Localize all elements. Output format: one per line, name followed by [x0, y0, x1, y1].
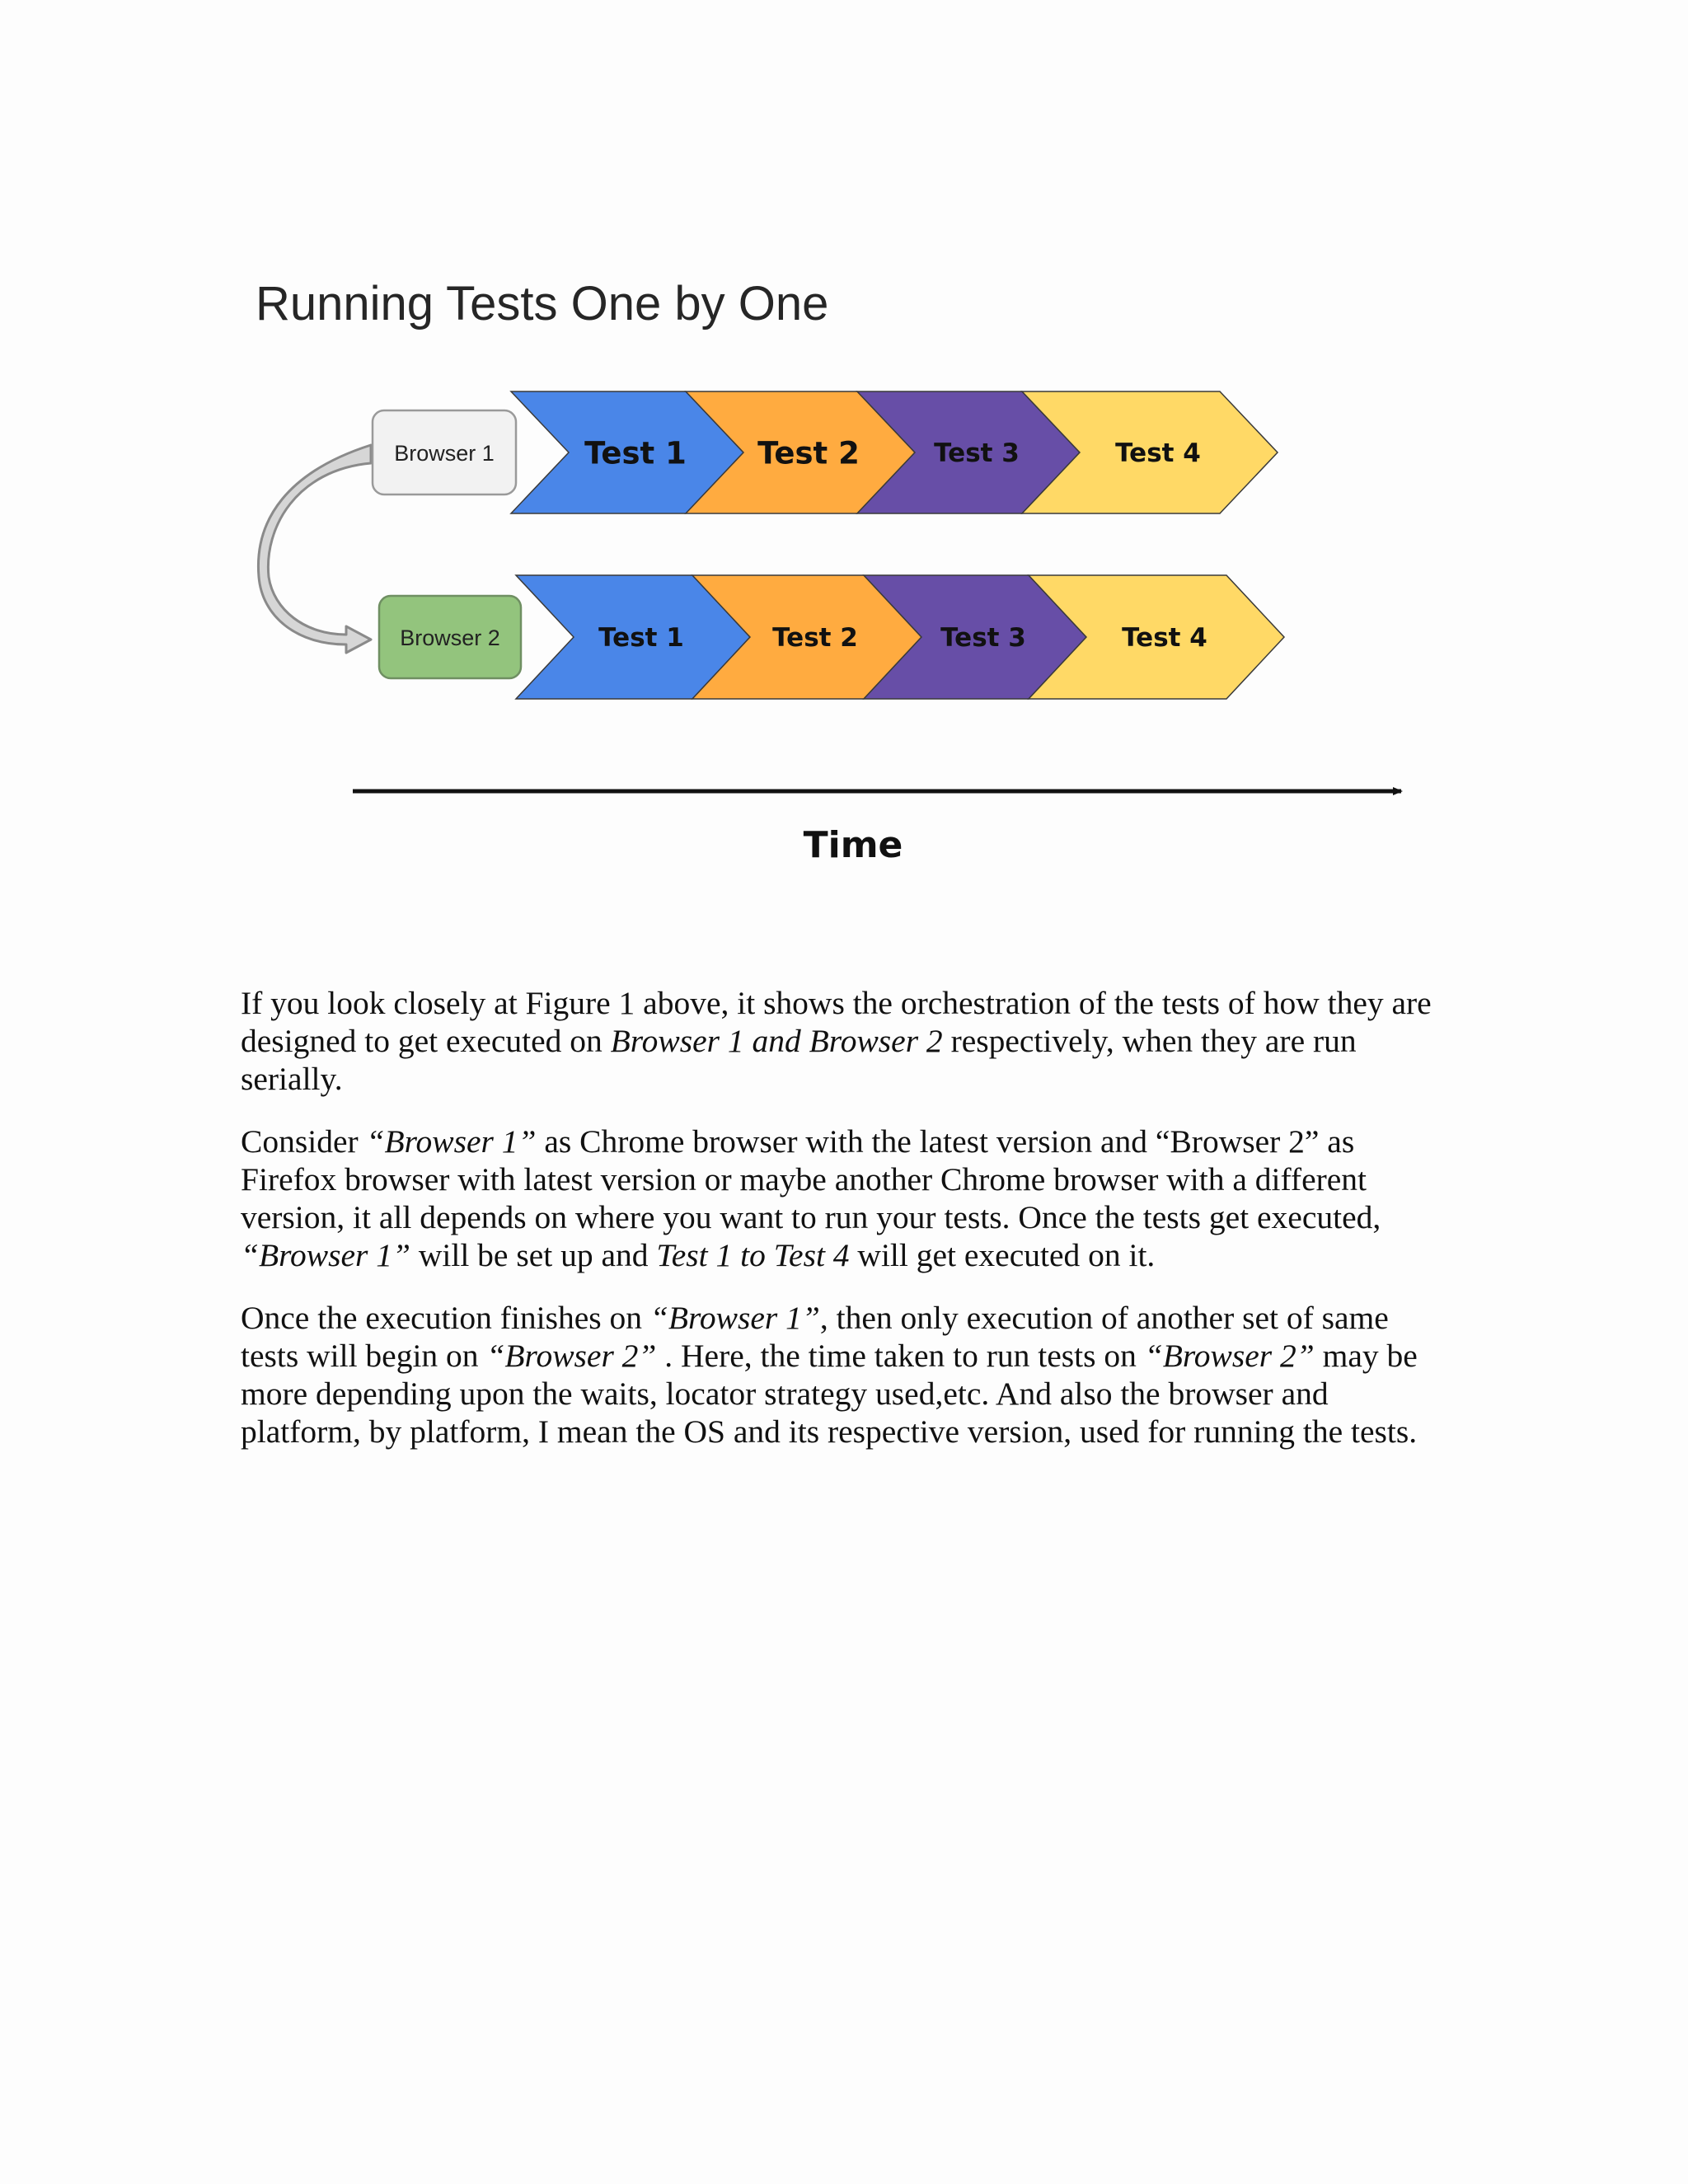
italic-run: “Browser 1”	[366, 1123, 537, 1160]
italic-run: “Browser 1”	[241, 1237, 410, 1273]
text-run: If you look closely at Figure 1 above, it shows the orchestration of the tests of how they are designed to get executed on	[241, 985, 1432, 1059]
figure-running-tests	[0, 0, 1688, 923]
italic-run: “Browser 2”	[1144, 1338, 1315, 1374]
test-label-1: Test 1	[598, 623, 684, 654]
curved-arrow-icon	[258, 445, 371, 653]
test-label-1: Test 1	[584, 435, 687, 471]
paragraph-3	[241, 1299, 1452, 1451]
text-run: . Here, the time taken to run tests on	[656, 1338, 1145, 1374]
browser-label: Browser 1	[394, 441, 495, 466]
text-run: will be set up and	[410, 1237, 657, 1273]
text-run: respectively, when they are run serially.	[241, 1023, 1357, 1097]
text-run: Once the execution finishes on	[241, 1300, 650, 1336]
italic-run: “Browser 1”	[649, 1300, 820, 1336]
test-label-3: Test 3	[940, 623, 1026, 654]
browser-label: Browser 2	[400, 626, 500, 650]
test-label-3: Test 3	[934, 438, 1020, 469]
test-label-2: Test 2	[757, 435, 860, 471]
text-run: as Chrome browser with the latest version and “Browser 2” as Firefox browser with latest version or maybe another Chrome browser with a different version, it all depends on where you want to run your tests. Once the tests get executed,	[241, 1123, 1381, 1235]
browser-row-1	[373, 391, 1278, 513]
test-label-4: Test 4	[1122, 623, 1207, 654]
text-run: will get executed on it.	[849, 1237, 1156, 1273]
italic-run: Test 1 to Test 4	[656, 1237, 850, 1273]
body-text	[241, 984, 1452, 1475]
browser-row-2	[379, 575, 1284, 699]
text-run: Consider	[241, 1123, 367, 1160]
figure-title: Running Tests One by One	[256, 277, 829, 330]
paragraph-2	[241, 1122, 1452, 1274]
italic-run: Browser 1 and Browser 2	[610, 1023, 943, 1059]
test-label-2: Test 2	[772, 623, 858, 654]
text-run: , then only execution of another set of same tests will begin on	[241, 1300, 1389, 1374]
test-label-4: Test 4	[1115, 438, 1201, 469]
italic-run: “Browser 2”	[486, 1338, 657, 1374]
paragraph-1	[241, 984, 1452, 1098]
time-axis-label: Time	[803, 824, 903, 866]
text-run: may be more depending upon the waits, locator strategy used,etc. And also the browser and platform, by platform, I mean the OS and its respective version, used for running the tests.	[241, 1338, 1418, 1450]
